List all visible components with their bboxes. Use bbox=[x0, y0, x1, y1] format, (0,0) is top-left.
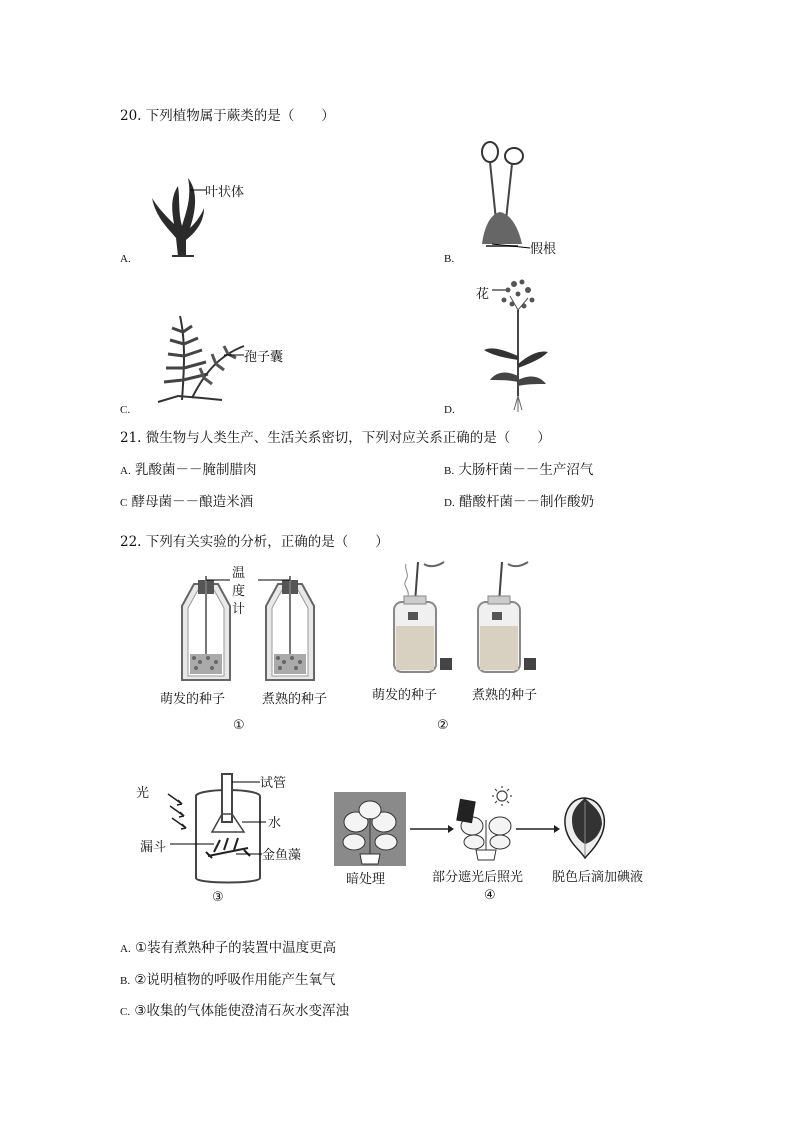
q21-option-d-text: 醋酸杆菌－－制作酸奶 bbox=[459, 494, 594, 510]
arrow-1 bbox=[410, 824, 454, 834]
label-funnel: 漏斗 bbox=[140, 840, 167, 855]
thallus-pointer-line bbox=[190, 188, 206, 192]
label-hornwort: 金鱼藻 bbox=[262, 848, 302, 863]
label-test-tube: 试管 bbox=[260, 776, 287, 791]
fig1-number: ① bbox=[233, 718, 245, 733]
label-thermo-3: 计 bbox=[232, 602, 246, 617]
q21-option-d-letter: D. bbox=[444, 497, 455, 509]
flowering-plant-illustration bbox=[484, 276, 550, 414]
fig4-number: ④ bbox=[484, 888, 496, 903]
label-thermo-2: 度 bbox=[232, 584, 246, 599]
q21-option-a bbox=[120, 458, 257, 478]
q21-stem: 21. 微生物与人类生产、生活关系密切，下列对应关系正确的是（ ） bbox=[120, 430, 551, 446]
q21-option-d bbox=[444, 490, 594, 510]
q22-option-c-letter: C. bbox=[120, 1006, 131, 1018]
thermometer-pointer-lines bbox=[206, 578, 290, 582]
label-light: 光 bbox=[136, 786, 150, 801]
fig2-number: ② bbox=[437, 718, 449, 733]
fig4-label-dark: 暗处理 bbox=[346, 872, 386, 887]
fig1-label-cooked: 煮熟的种子 bbox=[262, 692, 328, 707]
tube-pointer-line bbox=[232, 780, 260, 784]
q22-option-a bbox=[120, 936, 336, 956]
option-d-letter: D. bbox=[444, 404, 455, 416]
label-water: 水 bbox=[268, 816, 282, 831]
fig4-label-shading: 部分遮光后照光 bbox=[432, 870, 524, 885]
label-flower: 花 bbox=[476, 287, 490, 302]
q21-option-b bbox=[444, 458, 593, 478]
q21-option-c-text: 酵母菌－－酿造米酒 bbox=[131, 494, 254, 510]
q21-option-b-letter: B. bbox=[444, 465, 455, 477]
q22-option-b-letter: B. bbox=[120, 975, 131, 987]
fig2-label-cooked: 煮熟的种子 bbox=[472, 688, 538, 703]
fern-illustration bbox=[152, 312, 252, 404]
label-thermo-1: 温 bbox=[232, 566, 246, 581]
option-a-letter: A. bbox=[120, 253, 131, 265]
partial-shading-plant bbox=[454, 786, 522, 862]
aquatic-plant-apparatus bbox=[168, 772, 268, 888]
q21-option-a-text: 乳酸菌－－腌制腊肉 bbox=[135, 462, 257, 478]
sporangium-pointer-line bbox=[224, 353, 244, 357]
q22-option-b-text: ②说明植物的呼吸作用能产生氧气 bbox=[134, 972, 336, 988]
water-pointer-line bbox=[242, 820, 266, 824]
fig1-label-germinating: 萌发的种子 bbox=[160, 692, 226, 707]
stained-leaf bbox=[562, 794, 608, 860]
fig3-number: ③ bbox=[212, 890, 224, 905]
q22-stem: 22. 下列有关实验的分析，正确的是（ ） bbox=[120, 534, 389, 550]
option-c-letter: C. bbox=[120, 404, 131, 416]
jar-germinating-with-candle bbox=[384, 560, 464, 678]
q22-option-b bbox=[120, 968, 336, 988]
label-rhizoid: 假根 bbox=[530, 242, 557, 257]
q22-option-a-text: ①装有煮熟种子的装置中温度更高 bbox=[135, 940, 337, 956]
jar-cooked-with-candle bbox=[468, 560, 548, 678]
q22-option-c-text: ③收集的气体能使澄清石灰水变浑浊 bbox=[134, 1003, 349, 1019]
arrow-2 bbox=[516, 824, 560, 834]
q21-option-a-letter: A. bbox=[120, 465, 131, 477]
label-sporangium: 孢子囊 bbox=[244, 350, 284, 365]
label-thallus: 叶状体 bbox=[205, 185, 245, 200]
hornwort-pointer-line bbox=[236, 852, 262, 856]
option-b-letter: B. bbox=[444, 253, 455, 265]
fig4-label-iodine: 脱色后滴加碘液 bbox=[552, 870, 644, 885]
fig2-label-germinating: 萌发的种子 bbox=[372, 688, 438, 703]
moss-illustration bbox=[472, 140, 542, 252]
thermos-flask-germinating bbox=[178, 576, 234, 682]
q20-stem: 20. 下列植物属于蕨类的是（ ） bbox=[120, 108, 335, 124]
q21-option-b-text: 大肠杆菌－－生产沼气 bbox=[458, 462, 594, 478]
dark-treatment-box bbox=[334, 792, 406, 866]
q22-option-c bbox=[120, 999, 349, 1019]
funnel-pointer-line bbox=[170, 842, 214, 846]
thermos-flask-cooked bbox=[262, 576, 318, 682]
q21-option-c bbox=[120, 490, 253, 510]
q22-option-a-letter: A. bbox=[120, 943, 131, 955]
q21-option-c-letter: C bbox=[120, 497, 128, 509]
rhizoid-pointer-line bbox=[492, 244, 530, 250]
